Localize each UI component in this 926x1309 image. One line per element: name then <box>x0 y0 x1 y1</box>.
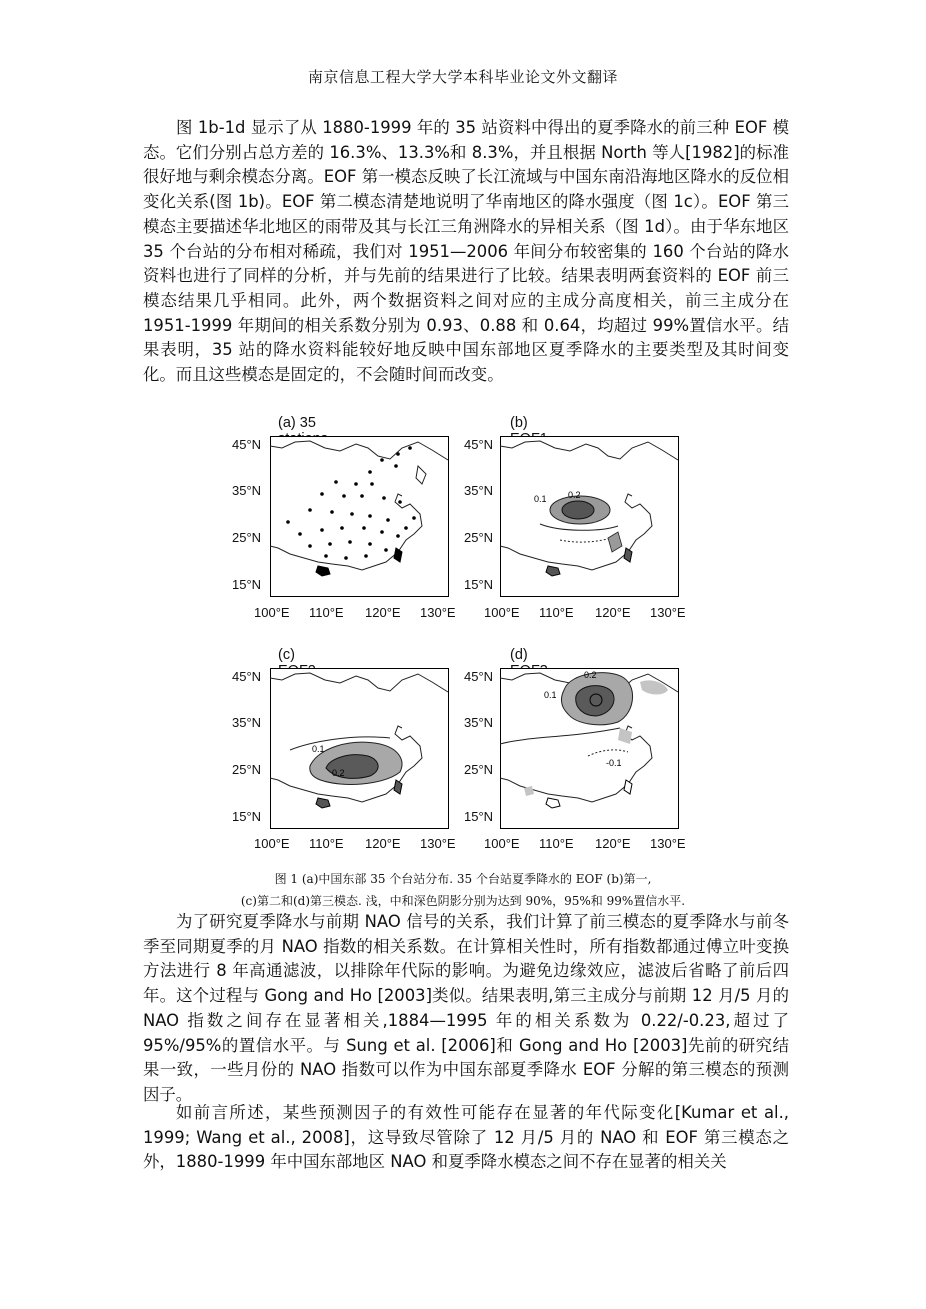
lat-label: 25°N <box>464 530 494 545</box>
station-dot <box>398 500 402 504</box>
station-dot <box>396 534 400 538</box>
panel-c-title: (c) <box>278 647 295 663</box>
station-dot <box>330 510 334 514</box>
lat-label: 25°N <box>464 762 494 777</box>
contour-label: 0.2 <box>584 670 597 680</box>
panel-a-title: (a) 35 <box>278 415 316 431</box>
lat-label: 15°N <box>464 809 494 824</box>
lat-label: 35°N <box>464 483 494 498</box>
lon-label: 110°E <box>309 836 344 851</box>
contour-label: 0.2 <box>332 768 345 778</box>
station-dot <box>396 452 400 456</box>
contour-label: 0.1 <box>544 690 557 700</box>
lon-label: 110°E <box>539 836 574 851</box>
map-b <box>500 436 679 597</box>
station-dot <box>404 526 408 530</box>
lat-label: 15°N <box>232 809 262 824</box>
lon-label: 120°E <box>595 836 631 851</box>
figure-caption-line2: (c)第二和(d)第三模态. 浅，中和深色阴影分别为达到 90%，95%和 99%置信水平. <box>240 894 686 908</box>
lon-label: 120°E <box>365 836 401 851</box>
lat-label: 45°N <box>464 437 494 452</box>
station-dot <box>368 470 372 474</box>
station-dot <box>368 542 372 546</box>
station-dot <box>334 480 338 484</box>
station-dot <box>394 464 398 468</box>
station-dot <box>362 526 366 530</box>
lon-label: 120°E <box>365 605 401 620</box>
lat-label: 35°N <box>232 715 262 730</box>
contour-label: -0.1 <box>606 758 622 768</box>
lat-label: 45°N <box>464 669 494 684</box>
lat-label: 35°N <box>232 483 262 498</box>
station-dot <box>380 530 384 534</box>
figure-caption-line1: 图 1 (a)中国东部 35 个台站分布. 35 个台站夏季降水的 EOF (b)第一, <box>274 872 652 886</box>
lat-label: 15°N <box>464 577 494 592</box>
lat-label: 35°N <box>464 715 494 730</box>
lat-label: 25°N <box>232 762 262 777</box>
station-dot <box>286 520 290 524</box>
lon-label: 100°E <box>484 836 520 851</box>
station-dot <box>384 548 388 552</box>
station-dot <box>382 496 386 500</box>
lon-label: 130°E <box>420 605 456 620</box>
map-a <box>270 436 449 597</box>
lon-label: 130°E <box>650 836 686 851</box>
lon-label: 110°E <box>309 605 344 620</box>
map-d <box>500 668 679 829</box>
lat-label: 45°N <box>232 437 262 452</box>
lon-label: 120°E <box>595 605 631 620</box>
panel-b-title: (b) <box>510 415 528 431</box>
station-dot <box>324 554 328 558</box>
station-dot <box>308 508 312 512</box>
station-dot <box>360 494 364 498</box>
contour-label: 0.1 <box>534 494 547 504</box>
lon-label: 100°E <box>254 605 290 620</box>
station-dot <box>386 518 390 522</box>
station-dot <box>412 516 416 520</box>
station-dot <box>368 514 372 518</box>
station-dot <box>364 554 368 558</box>
lat-label: 45°N <box>232 669 262 684</box>
station-dot <box>354 482 358 486</box>
station-dot <box>408 446 412 450</box>
station-dot <box>344 556 348 560</box>
station-dot <box>370 482 374 486</box>
station-dot <box>298 532 302 536</box>
lat-label: 25°N <box>232 530 262 545</box>
lon-label: 100°E <box>484 605 520 620</box>
paragraph-eof-modes: 图 1b-1d 显示了从 1880-1999 年的 35 站资料中得出的夏季降水的前三种 EOF 模态。它们分别占总方差的 16.3%、13.3%和 8.3%，并且根据 North 等人[1982]的标准很好地与剩余模态分离。EOF 第一模态反映了长江流域与中国东南沿海地区降水的反位相变化关系(图 1b)。EOF 第二模态清楚地说明了华南地区的降水强度（图 1c）。EOF 第三模态主要描述华北地区的雨带及其与长江三角洲降水的异相关系（图 1d）。由于华东地区 35 个台站的分布相对稀疏，我们对 1951—2006 年间分布较密集的 160 个台站的降水资料也进行了同样的分析，并与先前的结果进行了比较。结果表明两套资料的 EOF 前三模态结果几乎相同。此外，两个数据资料之间对应的主成分高度相关，前三主成分在 1951-1999 年期间的相关系数分别为 0.93、0.88 和 0.64，均超过 99%置信水平。结果表明，35 站的降水资料能较好地反映中国东部地区夏季降水的主要类型及其时间变化。而且这些模态是固定的，不会随时间而改变。 <box>143 118 789 385</box>
lon-label: 130°E <box>420 836 456 851</box>
lon-label: 110°E <box>539 605 574 620</box>
station-dot <box>350 512 354 516</box>
station-dot <box>308 544 312 548</box>
lat-label: 15°N <box>232 577 262 592</box>
paragraph-decadal-change: 如前言所述，某些预测因子的有效性可能存在显著的年代际变化[Kumar et al., 1999; Wang et al., 2008]，这导致尽管除了 12 月/5 月的 NAO 和 EOF 第三模态之外，1880-1999 年中国东部地区 NAO 和夏季降水模态之间不存在显著的相关关 <box>143 1103 789 1172</box>
lon-label: 100°E <box>254 836 290 851</box>
contour-label: 0.2 <box>568 490 581 500</box>
paragraph-nao-correlation: 为了研究夏季降水与前期 NAO 信号的关系，我们计算了前三模态的夏季降水与前冬季至同期夏季的月 NAO 指数的相关系数。在计算相关性时，所有指数都通过傅立叶变换方法进行 8 年高通滤波，以排除年代际的影响。为避免边缘效应，滤波后省略了前后四年。这个过程与 Gong and Ho [2003]类似。结果表明,第三主成分与前期 12 月/5 月的 NAO 指数之间存在显著相关,1884—1995 年的相关系数为 0.22/-0.23,超过了 95%/95%的置信水平。与 Sung et al. [2006]和 Gong and Ho [2003]先前的研究结果一致，一些月份的 NAO 指数可以作为中国东部夏季降水 EOF 分解的第三模态的预测因子。 <box>143 912 789 1104</box>
panel-d-title: (d) <box>510 647 528 663</box>
contour-label: 0.1 <box>312 744 325 754</box>
station-dot <box>342 494 346 498</box>
page-header: 南京信息工程大学大学本科毕业论文外文翻译 <box>307 68 618 86</box>
station-dot <box>380 458 384 462</box>
lon-label: 130°E <box>650 605 686 620</box>
station-dot <box>348 540 352 544</box>
station-dot <box>320 492 324 496</box>
station-dot <box>340 526 344 530</box>
station-dot <box>328 542 332 546</box>
map-c <box>270 668 449 829</box>
station-dot <box>320 528 324 532</box>
